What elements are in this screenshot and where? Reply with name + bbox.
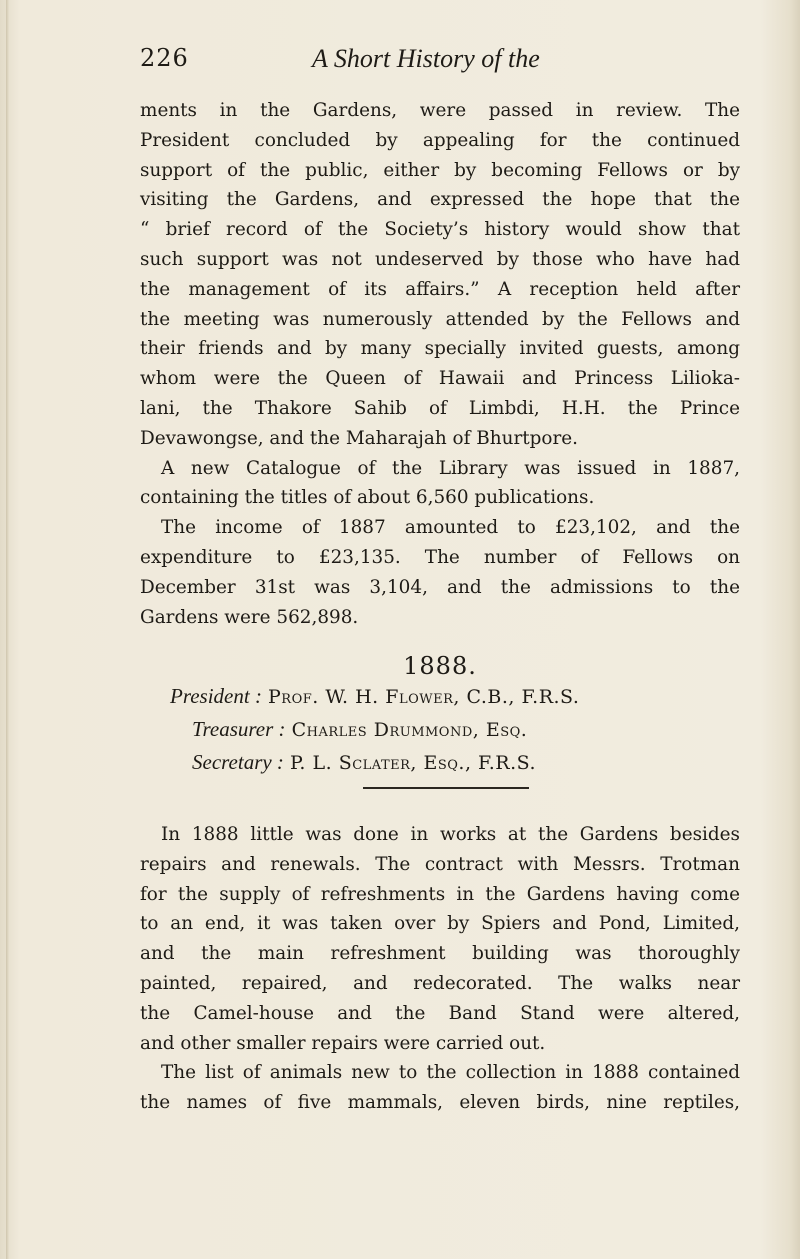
text-line: containing the titles of about 6,560 publications. [140, 487, 595, 509]
text-line: whom were the Queen of Hawaii and Princess Lilioka- [140, 368, 740, 390]
officer-role: President : [170, 684, 262, 708]
text-line: the names of five mammals, eleven birds, nine reptiles, [140, 1092, 740, 1114]
text-line: to an end, it was taken over by Spiers and Pond, Limited, [140, 913, 740, 935]
text-line: repairs and renewals. The contract with Messrs. Trotman [140, 853, 740, 875]
text-line: Devawongse, and the Maharajah of Bhurtpore. [140, 427, 579, 449]
text-line: painted, repaired, and redecorated. The walks near [140, 972, 740, 994]
running-title: A Short History of the [312, 44, 540, 73]
text-line: and other smaller repairs were carried out. [140, 1032, 546, 1054]
text-line: for the supply of refreshments in the Gardens having come [140, 883, 740, 905]
text-line: their friends and by many specially invited guests, among [140, 338, 740, 360]
text-line: the management of its affairs.” A reception held after [140, 278, 740, 300]
officer-name: Charles Drummond, Esq. [291, 719, 528, 741]
section-divider [363, 787, 529, 789]
text-line: President concluded by appealing for the continued [140, 129, 740, 151]
officer-name: P. L. Sclater, Esq., F.R.S. [289, 752, 537, 774]
text-line: expenditure to £23,135. The number of Fellows on [140, 546, 740, 568]
text-line: lani, the Thakore Sahib of Limbdi, H.H. the Prince [140, 397, 740, 419]
page-gutter-edge [6, 0, 9, 1259]
body-text-top [140, 96, 740, 632]
officer-name: Prof. W. H. Flower, C.B., F.R.S. [268, 686, 580, 708]
text-line: December 31st was 3,104, and the admissions to the [140, 576, 740, 598]
text-line: support of the public, either by becoming Fellows or by [140, 159, 740, 181]
body-text-bottom [140, 820, 740, 1118]
officer-role: Secretary : [192, 750, 284, 774]
text-line: In 1888 little was done in works at the Gardens besides [161, 824, 740, 845]
text-line: the Camel-house and the Band Stand were altered, [140, 1002, 740, 1024]
officer-treasurer [192, 717, 527, 742]
text-line: A new Catalogue of the Library was issued in 1887, [161, 457, 740, 479]
year-heading: 1888. [403, 652, 477, 680]
text-line: and the main refreshment building was thoroughly [140, 943, 740, 965]
officer-president [170, 684, 579, 709]
text-line: the meeting was numerously attended by the Fellows and [140, 308, 740, 330]
running-head [140, 40, 740, 80]
text-line: The income of 1887 amounted to £23,102, and the [161, 517, 740, 539]
text-line: Gardens were 562,898. [140, 606, 359, 628]
text-line: “ brief record of the Society’s history would show that [140, 219, 740, 241]
text-line: The list of animals new to the collection in 1888 contained [161, 1062, 740, 1084]
page-number: 226 [140, 44, 189, 72]
officer-secretary [192, 750, 536, 775]
text-line: visiting the Gardens, and expressed the hope that the [140, 189, 740, 211]
officer-role: Treasurer : [192, 717, 286, 741]
text-line: such support was not undeserved by those who have had [140, 248, 740, 270]
text-line: ments in the Gardens, were passed in review. The [140, 100, 740, 121]
